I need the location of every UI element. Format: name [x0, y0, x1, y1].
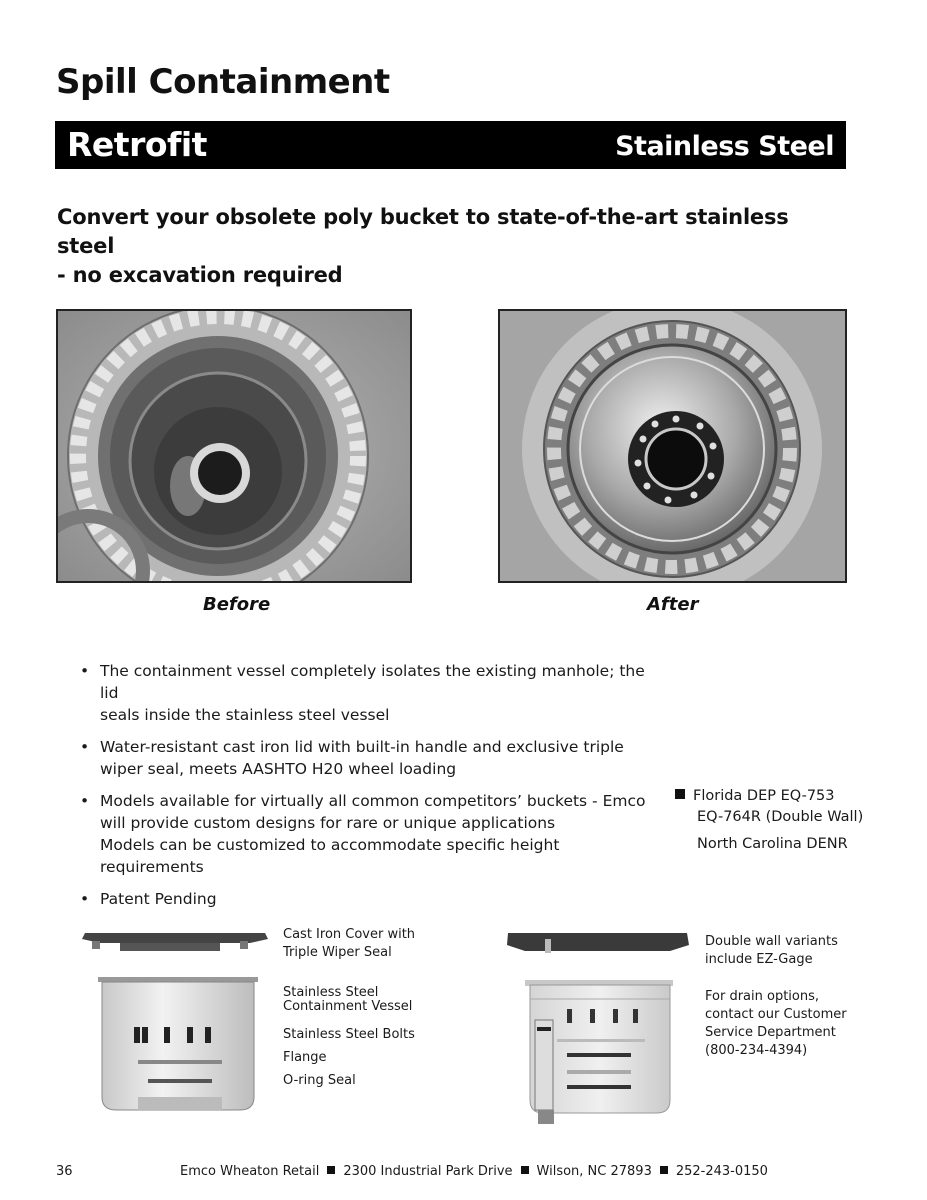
feature-item [80, 660, 660, 726]
square-separator-icon [327, 1166, 335, 1174]
bullet-icon: • [80, 662, 90, 680]
feature-item [80, 736, 660, 780]
page-title: Spill Containment [56, 62, 390, 102]
label-text: Containment Vessel [283, 999, 413, 1014]
label-text: Cast Iron Cover with [283, 927, 416, 942]
feature-text: The containment vessel completely isolates the existing manhole; the lid [100, 662, 645, 702]
cert-north-carolina: North Carolina DENR [697, 836, 848, 852]
bullet-icon: • [80, 738, 90, 756]
bullet-icon: • [80, 792, 90, 810]
subheadline-line-1: Convert your obsolete poly bucket to state-of-the-art stainless steel [57, 205, 789, 258]
footer-city: Wilson, NC 27893 [536, 1164, 652, 1179]
label-text: Stainless Steel [283, 985, 379, 1000]
footer-address: 2300 Industrial Park Drive [343, 1164, 513, 1179]
double-wall-vessel-illustration [505, 925, 695, 1125]
feature-list [80, 660, 660, 920]
label-flange: Flange [283, 1050, 327, 1065]
footer-phone: 252-243-0150 [675, 1164, 768, 1179]
feature-item [80, 790, 660, 878]
bullet-icon: • [80, 890, 90, 908]
feature-text: Models can be customized to accommodate specific height requirements [100, 836, 560, 876]
feature-item [80, 888, 660, 910]
page-number: 36 [56, 1164, 73, 1179]
feature-text: Water-resistant cast iron lid with built-in handle and exclusive triple [100, 738, 624, 756]
before-photo-image [58, 311, 410, 581]
footer-contact [180, 1164, 768, 1179]
label-drain-options [705, 988, 847, 1060]
certifications [675, 786, 895, 855]
feature-text: seals inside the stainless steel vessel [100, 706, 390, 724]
label-bolts: Stainless Steel Bolts [283, 1027, 415, 1042]
cert-florida-double-wall: EQ-764R (Double Wall) [697, 809, 864, 825]
cert-florida: Florida DEP EQ-753 [693, 788, 835, 804]
square-separator-icon [660, 1166, 668, 1174]
banner-title-retrofit: Retrofit [67, 125, 207, 164]
feature-text: wiper seal, meets AASHTO H20 wheel loading [100, 760, 457, 778]
after-caption: After [647, 594, 699, 615]
subheadline [57, 203, 847, 290]
label-text: Double wall variants [705, 934, 838, 949]
label-text: Triple Wiper Seal [283, 945, 392, 960]
before-photo [56, 309, 412, 583]
label-containment-vessel [283, 986, 412, 1014]
after-photo-image [500, 311, 845, 581]
section-banner [55, 121, 846, 169]
footer-company: Emco Wheaton Retail [180, 1164, 320, 1179]
before-caption: Before [203, 594, 271, 615]
square-bullet-icon [675, 789, 685, 799]
subheadline-line-2: - no excavation required [57, 263, 343, 287]
square-separator-icon [521, 1166, 529, 1174]
feature-text: Models available for virtually all common competitors’ buckets - Emco [100, 792, 646, 810]
single-wall-vessel-illustration [80, 925, 270, 1115]
label-text: For drain options, [705, 989, 820, 1004]
label-text: contact our Customer [705, 1007, 847, 1022]
feature-text: will provide custom designs for rare or unique applications [100, 814, 556, 832]
label-oring-seal: O-ring Seal [283, 1073, 356, 1088]
label-double-wall [705, 933, 838, 969]
customer-service-phone: (800-234-4394) [705, 1043, 808, 1058]
label-text: include EZ-Gage [705, 952, 813, 967]
after-photo [498, 309, 847, 583]
feature-text: Patent Pending [100, 890, 217, 908]
label-cast-iron-cover [283, 926, 415, 962]
label-text: Service Department [705, 1025, 836, 1040]
double-wall-diagram [505, 925, 695, 1125]
single-wall-diagram [80, 925, 270, 1115]
banner-title-material: Stainless Steel [615, 131, 834, 162]
